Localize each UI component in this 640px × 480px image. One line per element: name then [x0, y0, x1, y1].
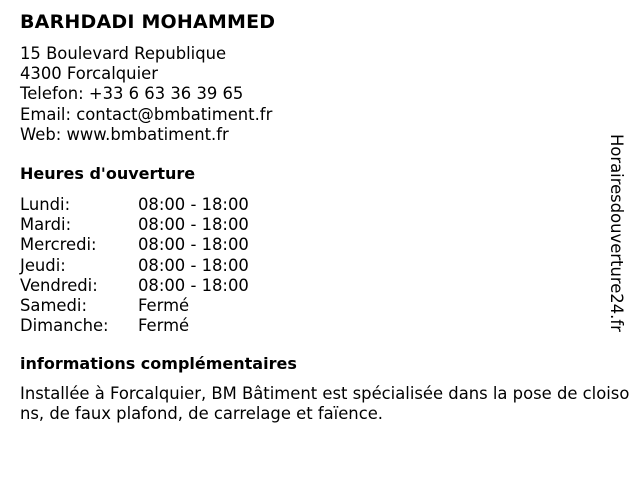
day-time: Fermé — [138, 316, 190, 336]
address-line-2: 4300 Forcalquier — [20, 64, 158, 84]
hours-row — [20, 276, 249, 296]
day-time: 08:00 - 18:00 — [138, 195, 249, 214]
watermark-text: Horairesdouverture24.fr — [607, 134, 626, 332]
hours-row — [20, 296, 249, 316]
hours-row — [20, 256, 249, 276]
day-label: Samedi: — [20, 296, 87, 316]
hours-row — [20, 215, 249, 235]
day-time: 08:00 - 18:00 — [138, 275, 249, 295]
hours-heading: Heures d'ouverture — [20, 164, 196, 183]
phone-text: Telefon: +33 6 63 36 39 65 — [20, 84, 244, 104]
hours-table — [20, 195, 249, 336]
day-time: Fermé — [138, 296, 190, 316]
business-name: BARHDADI MOHAMMED — [20, 11, 276, 33]
day-label: Mercredi: — [20, 235, 97, 255]
email-text: Email: contact@bmbatiment.fr — [20, 104, 273, 124]
day-label: Mardi: — [20, 215, 72, 235]
day-time: 08:00 - 18:00 — [138, 215, 249, 235]
day-label: Vendredi: — [20, 275, 98, 295]
hours-row — [20, 195, 249, 215]
day-time: 08:00 - 18:00 — [138, 255, 249, 275]
web-text: Web: www.bmbatiment.fr — [20, 124, 229, 144]
day-label: Lundi: — [20, 195, 71, 214]
day-label: Jeudi: — [20, 255, 66, 275]
info-heading: informations complémentaires — [20, 354, 297, 373]
day-time: 08:00 - 18:00 — [138, 235, 249, 255]
contact-block — [20, 44, 272, 145]
day-label: Dimanche: — [20, 316, 109, 336]
hours-row — [20, 235, 249, 255]
info-text: Installée à Forcalquier, BM Bâtiment est spécialisée dans la pose de cloisons, de faux plafond, de carrelage et faïence. — [20, 384, 630, 424]
hours-row — [20, 316, 249, 336]
address-line-1: 15 Boulevard Republique — [20, 44, 227, 63]
